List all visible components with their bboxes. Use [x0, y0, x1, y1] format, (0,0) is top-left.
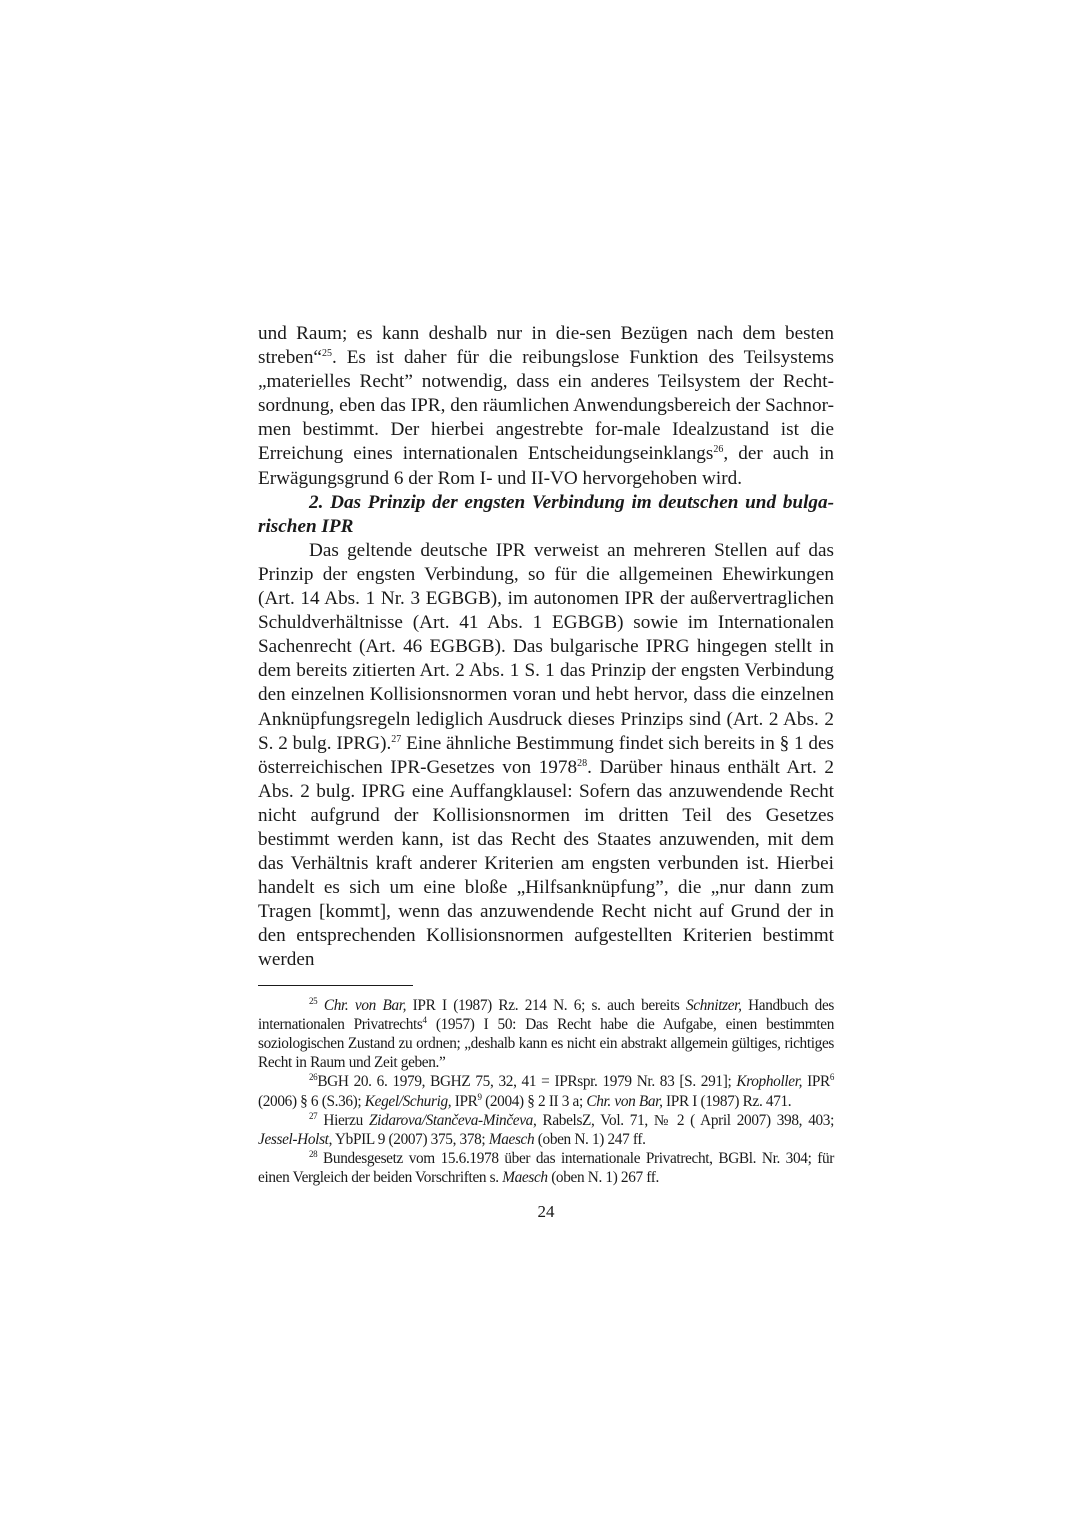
footnote-25	[258, 996, 834, 1073]
footnote-text: , YbPIL 9 (2007) 375, 378;	[328, 1130, 489, 1148]
footnote-28	[258, 1149, 834, 1187]
footnote-text: Bundesgesetz vom 15.6.1978 über das internationale Privatrecht, BGBl. Nr. 304; für einen Vergleich der beiden Vorschriften s.	[258, 1150, 834, 1187]
paragraph-text: Eine ähnliche Bestimmung findet sich bereits in § 1 des österreichischen IPR-Gesetzes von 1978	[258, 732, 834, 778]
paragraph-text: Das geltende deutsche IPR verweist an mehreren Stellen auf das Prinzip der engsten Verbindung, so für die allgemeinen Ehewirkungen (Art. 14 Abs. 1 Nr. 3 EGBGB), im autonomen IPR der außervertraglichen Schuldverhältnisse (Art. 41 Abs. 1 EGBGB) sowie im Internationalen Sachenrecht (Art. 46 EGBGB). Das bulgarische IPRG hingegen stellt in dem bereits zitierten Art. 2 Abs. 1 S. 1 das Prinzip der engsten Verbindung den einzelnen Kollisionsnormen voran und hebt hervor, dass die einzelnen Anknüpfungsregeln lediglich Ausdruck dieses Prinzips sind (Art. 2 Abs. 2 S. 2 bulg. IPRG).	[258, 539, 834, 754]
edition-superscript: 6	[829, 1072, 835, 1083]
footnote-text: IPR I (1987) Rz. 214 N. 6; s. auch bereits	[406, 996, 686, 1014]
author-name: Kropholler,	[736, 1073, 803, 1091]
paragraph-text: , der auch in Erwägungsgrund 6 der Rom I- und II-VO hervorgehoben wird.	[258, 443, 834, 489]
section-heading: 2. Das Prinzip der engsten Verbindung im deutschen und bulga-rischen IPR	[258, 491, 834, 537]
footnote-ref-25[interactable]: 25	[321, 348, 332, 360]
author-name: Chr. von Bar,	[323, 996, 407, 1014]
author-name: Kegel/Schurig,	[364, 1092, 452, 1110]
footnote-text: (oben N. 1) 247 ff.	[534, 1130, 646, 1148]
edition-superscript: 4	[422, 1014, 427, 1025]
paragraph-text: und Raum; es kann deshalb nur in die-sen Bezügen nach dem besten streben“	[258, 323, 834, 369]
footnote-number: 26	[309, 1072, 318, 1083]
footnote-number: 25	[309, 995, 318, 1006]
author-name: Maesch	[488, 1130, 535, 1148]
paragraph-text: . Darüber hinaus enthält Art. 2 Abs. 2 bulg. IPRG eine Auffangklausel: Sofern das anzuwendende Recht nicht aufgrund der Kollisionsnormen im dritten Teil des Gesetzes bestimmt werden kann, ist das Recht des Staates anzuwenden, mit dem das Verhältnis kraft anderer Kriterien am engsten verbunden ist. Hierbei handelt es sich um eine bloße „Hilfsanknüpfung”, die „nur dann zum Tragen [kommt], wenn das anzuwendende Recht nicht auf Grund der in den entsprechenden Kollisionsnormen aufgestellten Kriterien bestimmt werden	[258, 756, 834, 971]
author-name: Zidarova/Stančeva-Minčeva	[368, 1111, 533, 1129]
author-name: Maesch	[502, 1169, 548, 1187]
footnote-text: (1957) I 50: Das Recht habe die Aufgabe, einen bestimmten soziologischen Zustand zu ordnen; „deshalb kann es nicht ein abstrakt allgemein gültiges, richtiges Recht in Raum und Zeit geben.”	[258, 1015, 834, 1072]
footnote-text: Handbuch des internationalen Privatrechts	[258, 996, 835, 1033]
paragraph-text: . Es ist daher für die reibungslose Funktion des Teilsystems „materielles Recht” notwendig, dass ein anderes Teilsystem der Recht-sordnung, eben das IPR, den räumlichen Anwendungsbereich der Sachnor-men bestimmt. Der hierbei angestrebte for-male Idealzustand ist die Erreichung eines internationalen Entscheidungseinklangs	[258, 347, 834, 465]
page-number: 24	[537, 1201, 555, 1221]
footnote-text: (2006) § 6 (S.36);	[258, 1092, 365, 1110]
author-name: Chr. von Bar,	[586, 1092, 663, 1110]
footnote-26	[258, 1072, 834, 1110]
footnote-text: (2004) § 2 II 3 a;	[481, 1092, 587, 1110]
footnote-text: IPR	[802, 1073, 830, 1091]
footnote-number: 27	[309, 1110, 318, 1121]
text-block	[258, 322, 834, 1222]
main-text	[258, 322, 834, 973]
footnote-ref-27[interactable]: 27	[391, 733, 402, 745]
footnote-ref-26[interactable]: 26	[713, 444, 724, 456]
footnote-number: 28	[309, 1149, 318, 1160]
footnote-text: , RabelsZ, Vol. 71, № 2 ( April 2007) 398, 403;	[532, 1111, 834, 1129]
footnotes	[258, 996, 834, 1188]
author-name: Jessel-Holst	[258, 1130, 329, 1148]
footnote-text: BGH 20. 6. 1979, BGHZ 75, 32, 41 = IPRspr. 1979 Nr. 83 [S. 291];	[317, 1073, 737, 1091]
footnote-text: Hierzu	[317, 1111, 369, 1129]
footnote-27	[258, 1111, 834, 1149]
footnote-text: (oben N. 1) 267 ff.	[547, 1169, 659, 1187]
edition-superscript: 9	[477, 1091, 482, 1102]
footnote-separator	[258, 985, 413, 986]
paragraph-1	[258, 322, 834, 491]
footnote-text: IPR I (1987) Rz. 471.	[662, 1092, 792, 1110]
paragraph-2	[258, 539, 834, 973]
author-name: Schnitzer,	[685, 996, 742, 1014]
footnote-ref-28[interactable]: 28	[577, 757, 588, 769]
footnote-text: IPR	[451, 1092, 478, 1110]
